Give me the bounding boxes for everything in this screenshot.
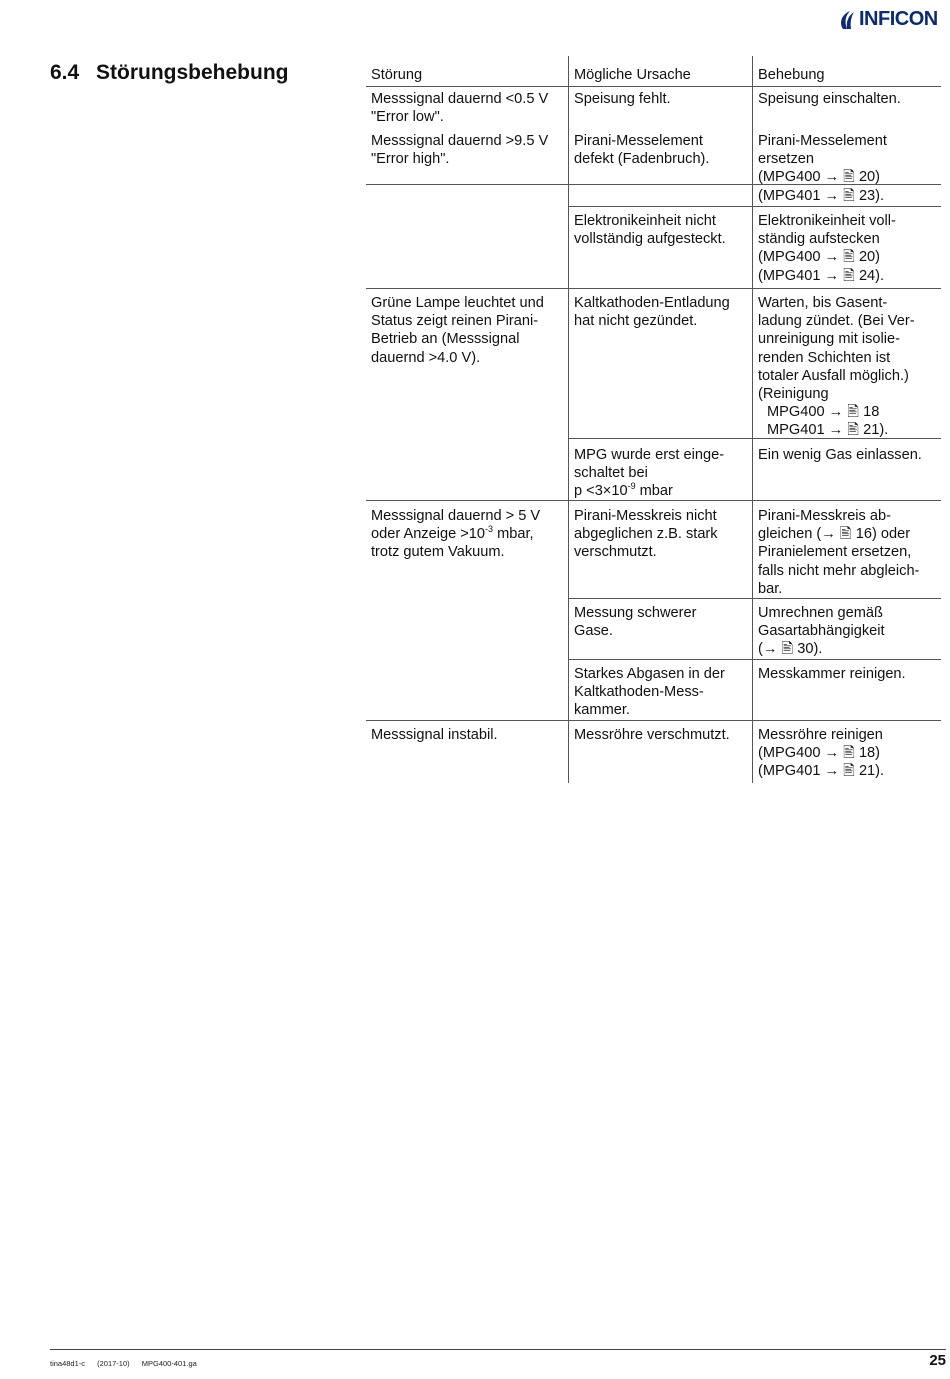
pressure-display: oder Anzeige $>10^{-3}$ mbar, <box>371 524 534 543</box>
cell-behebung-8: Messkammer reinigen. <box>758 666 906 682</box>
table-header <box>366 66 941 86</box>
cell-behebung-5: Ein wenig Gas einlassen. <box>758 447 922 463</box>
cell-ursache-7: Messung schwerer Gase. <box>574 605 697 640</box>
row-separator <box>568 598 941 599</box>
cell-stoerung-4: Messsignal dauernd > 5 V oder Anzeige $>10^{-3}$ mbar, trotz gutem Vakuum. <box>371 508 541 561</box>
section-number: 6.4 <box>50 61 80 84</box>
footer-doc-info <box>50 1359 207 1368</box>
header-ursache: Mögliche Ursache <box>574 67 691 83</box>
brand-name: INFICON <box>859 8 938 30</box>
page-number: 25 <box>929 1352 946 1369</box>
row-separator <box>568 206 941 207</box>
section-title: Störungsbehebung <box>96 61 289 84</box>
cell-behebung-4: Warten, bis Gasent- ladung zündet. (Bei Ver- unreinigung mit isolie- renden Schichten ist totaler Ausfall möglich.) (Reinigung MPG400 → 🖹 18 MPG401 → 🖹 21). <box>758 295 915 439</box>
cell-stoerung-3: Grüne Lampe leuchtet und Status zeigt reinen Pirani- Betrieb an (Messsignal dauernd >4.0 V). <box>371 295 544 366</box>
cell-stoerung-2: Messsignal dauernd >9.5 V "Error high". <box>371 133 549 168</box>
cell-behebung-2: Pirani-Messelement ersetzen (MPG400 → 🖹 20) (MPG401 → 🖹 23). <box>758 133 887 204</box>
header-behebung: Behebung <box>758 67 825 83</box>
cell-ursache-9: Messröhre verschmutzt. <box>574 727 730 743</box>
inficon-logo-icon <box>838 9 856 31</box>
row-separator <box>366 288 941 289</box>
footer-rule <box>50 1349 946 1350</box>
cell-ursache-5: MPG wurde erst einge- schaltet bei $p <3\times 10^{-9}$ mbar <box>574 447 725 500</box>
cell-behebung-9: Messröhre reinigen (MPG400 → 🖹 18) (MPG401 → 🖹 21). <box>758 727 885 780</box>
cell-ursache-8: Starkes Abgasen in der Kaltkathoden-Mess- kammer. <box>574 666 725 719</box>
cell-ursache-3: Elektronikeinheit nicht vollständig aufgesteckt. <box>574 213 726 248</box>
cell-ursache-2: Pirani-Messelement defekt (Fadenbruch). <box>574 133 710 168</box>
cell-stoerung-1: Messsignal dauernd <0.5 V "Error low". <box>371 91 549 126</box>
column-divider <box>568 56 569 783</box>
footer-file: MPG400-401.ga <box>141 1359 197 1368</box>
cell-ursache-4: Kaltkathoden-Entladung hat nicht gezündet. <box>574 295 730 330</box>
row-separator <box>568 659 941 660</box>
inficon-logo <box>838 8 938 31</box>
row-separator <box>366 86 941 87</box>
footer-doc-id: tina48d1-c <box>50 1359 86 1368</box>
footer-date: (2017-10) <box>97 1359 130 1368</box>
cell-stoerung-5: Messsignal instabil. <box>371 727 498 743</box>
section-heading <box>50 61 289 85</box>
row-separator <box>366 720 941 721</box>
column-divider <box>752 56 753 783</box>
cell-behebung-3: Elektronikeinheit voll- ständig aufstecken (MPG400 → 🖹 20) (MPG401 → 🖹 24). <box>758 213 896 284</box>
cell-behebung-1: Speisung einschalten. <box>758 91 901 107</box>
cell-ursache-6: Pirani-Messkreis nicht abgeglichen z.B. stark verschmutzt. <box>574 508 718 561</box>
cell-ursache-1: Speisung fehlt. <box>574 91 671 107</box>
header-stoerung: Störung <box>371 67 423 83</box>
pressure-condition: $p <3\times 10^{-9}$ mbar <box>574 481 673 500</box>
cell-behebung-7: Umrechnen gemäß Gasartabhängigkeit (→ 🖹 30). <box>758 605 885 658</box>
cell-behebung-6: Pirani-Messkreis ab- gleichen (→ 🖹 16) oder Piranielement ersetzen, falls nicht mehr abgleich- bar. <box>758 508 920 597</box>
